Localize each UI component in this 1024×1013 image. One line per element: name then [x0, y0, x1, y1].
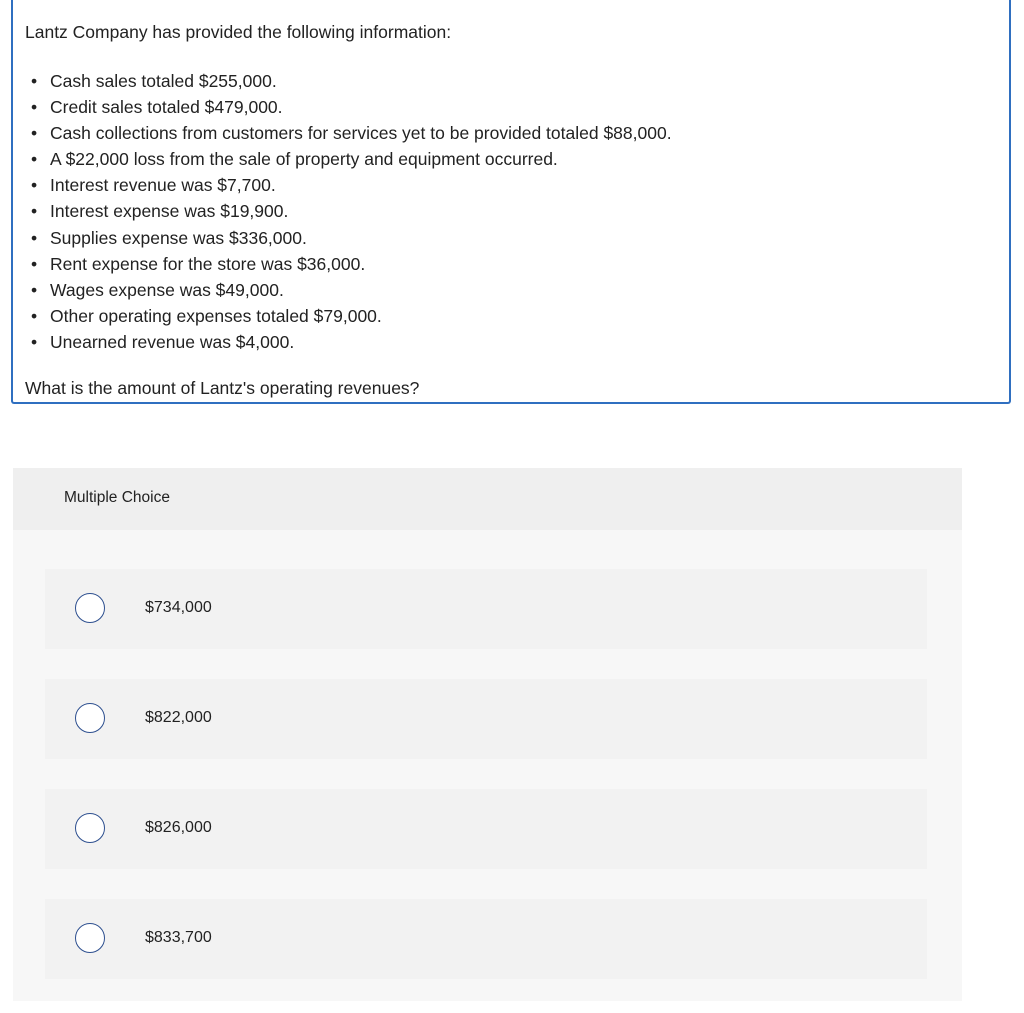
bullet-icon: • — [31, 253, 38, 274]
bullet-icon: • — [31, 123, 38, 144]
bullet-icon: • — [31, 97, 38, 118]
bullet-icon: • — [31, 305, 38, 326]
list-item: • Credit sales totaled $479,000. — [31, 97, 283, 118]
list-item: • Supplies expense was $336,000. — [31, 227, 307, 248]
answer-option-4[interactable] — [45, 899, 927, 979]
bullet-icon: • — [31, 227, 38, 248]
bullet-icon: • — [31, 71, 38, 91]
radio-button-icon[interactable] — [75, 923, 105, 953]
multiple-choice-header — [13, 468, 962, 530]
multiple-choice-title: Multiple Choice — [64, 489, 170, 506]
answer-option-label: $833,700 — [145, 929, 212, 946]
question-box — [11, 0, 1011, 404]
list-item: • Unearned revenue was $4,000. — [31, 331, 295, 352]
answer-option-label: $826,000 — [145, 819, 212, 836]
bullet-icon: • — [31, 175, 38, 196]
answer-option-label: $822,000 — [145, 709, 212, 726]
radio-button-icon[interactable] — [75, 813, 105, 843]
radio-button-icon[interactable] — [75, 593, 105, 623]
answer-option-1[interactable] — [45, 569, 927, 649]
bullet-icon: • — [31, 149, 38, 170]
bullet-icon: • — [31, 331, 38, 352]
list-item: • Cash collections from customers for services yet to be provided totaled $88,000. — [31, 123, 672, 144]
answer-option-label: $734,000 — [145, 599, 212, 616]
list-item: • Rent expense for the store was $36,000. — [31, 253, 366, 274]
list-item: • Cash sales totaled $255,000. — [31, 71, 277, 91]
multiple-choice-panel — [13, 468, 962, 1001]
answer-option-3[interactable] — [45, 789, 927, 869]
list-item: • A $22,000 loss from the sale of property and equipment occurred. — [31, 149, 558, 170]
list-item: • Interest expense was $19,900. — [31, 201, 289, 222]
answer-option-2[interactable] — [45, 679, 927, 759]
question-intro: Lantz Company has provided the following information: — [25, 22, 452, 42]
question-prompt: What is the amount of Lantz's operating revenues? — [25, 378, 420, 398]
list-item: • Wages expense was $49,000. — [31, 279, 284, 300]
list-item: • Interest revenue was $7,700. — [31, 175, 276, 196]
bullet-icon: • — [31, 279, 38, 300]
radio-button-icon[interactable] — [75, 703, 105, 733]
facts-list — [29, 70, 672, 357]
bullet-icon: • — [31, 201, 38, 222]
list-item: • Other operating expenses totaled $79,000. — [31, 305, 382, 326]
